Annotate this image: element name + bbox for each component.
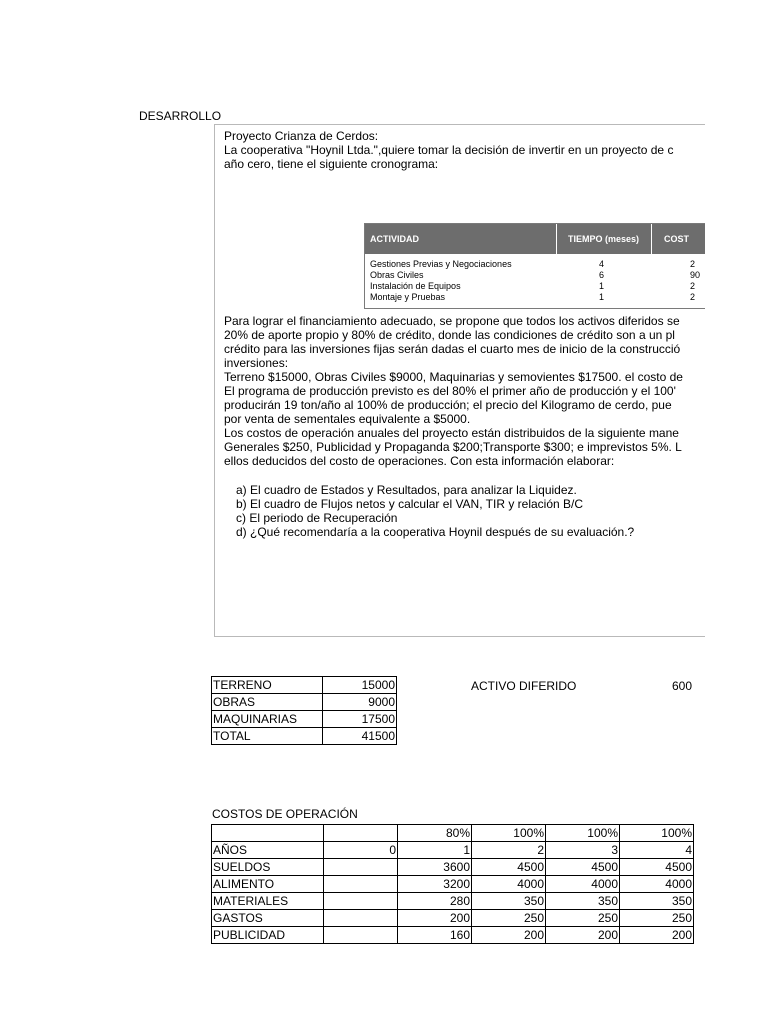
activity-cell: Gestiones Previas y Negociaciones xyxy=(370,259,512,269)
table-cell: 4000 xyxy=(472,876,546,893)
table-cell: 0 xyxy=(324,842,398,859)
header-activity: ACTIVIDAD xyxy=(370,234,419,244)
operation-costs-table xyxy=(211,824,694,944)
schedule-table-header xyxy=(365,224,705,254)
table-cell: 4 xyxy=(620,842,694,859)
table-cell: 80% xyxy=(398,825,472,842)
table-cell: 350 xyxy=(472,893,546,910)
table-cell: 4500 xyxy=(546,859,620,876)
table-cell: 350 xyxy=(620,893,694,910)
table-row xyxy=(212,694,397,711)
table-cell: GASTOS xyxy=(212,910,324,927)
table-cell: 160 xyxy=(398,927,472,944)
table-row xyxy=(212,711,397,728)
asset-label: TOTAL xyxy=(212,728,323,745)
cost-cell: 2 xyxy=(690,292,696,302)
table-row xyxy=(212,677,397,694)
schedule-row xyxy=(365,292,705,303)
table-cell: 2 xyxy=(472,842,546,859)
activity-cell: Instalación de Equipos xyxy=(370,281,461,291)
table-cell: 280 xyxy=(398,893,472,910)
activo-diferido-label: ACTIVO DIFERIDO xyxy=(471,679,577,693)
table-cell xyxy=(324,893,398,910)
table-cell: PUBLICIDAD xyxy=(212,927,324,944)
text-line: inversiones: xyxy=(224,356,289,370)
table-row xyxy=(212,893,694,910)
table-cell: 200 xyxy=(546,927,620,944)
text-line: Proyecto Crianza de Cerdos: xyxy=(224,129,379,143)
table-cell: 200 xyxy=(398,910,472,927)
activity-cell: Montaje y Pruebas xyxy=(370,292,446,302)
table-cell: 250 xyxy=(472,910,546,927)
text-line: año cero, tiene el siguiente cronograma: xyxy=(224,157,439,171)
table-row xyxy=(212,876,694,893)
text-line: crédito para las inversiones fijas serán dadas el cuarto mes de inicio de la construcció xyxy=(224,342,681,356)
table-cell: 4500 xyxy=(620,859,694,876)
table-cell: 3 xyxy=(546,842,620,859)
schedule-row xyxy=(365,259,705,270)
time-cell: 1 xyxy=(599,281,605,291)
activity-cell: Obras Civiles xyxy=(370,270,424,280)
table-cell: 4000 xyxy=(620,876,694,893)
operation-costs-title: COSTOS DE OPERACIÓN xyxy=(212,807,358,821)
text-line: Los costos de operación anuales del proyecto están distribuidos de la siguiente mane xyxy=(224,426,679,440)
table-cell: 4000 xyxy=(546,876,620,893)
asset-value: 41500 xyxy=(323,728,397,745)
asset-label: OBRAS xyxy=(212,694,323,711)
table-cell: 250 xyxy=(546,910,620,927)
table-cell: 100% xyxy=(472,825,546,842)
text-line: Terreno $15000, Obras Civiles $9000, Maquinarias y semovientes $17500. el costo de xyxy=(224,370,683,384)
table-cell: ALIMENTO xyxy=(212,876,324,893)
text-line: El programa de producción previsto es del 80% el primer año de producción y el 100' xyxy=(224,384,676,398)
table-cell: 350 xyxy=(546,893,620,910)
section-heading: DESARROLLO xyxy=(139,109,222,123)
table-cell xyxy=(212,825,324,842)
time-cell: 4 xyxy=(599,259,605,269)
text-line: producirán 19 ton/año al 100% de producción; el precio del Kilogramo de cerdo, pue xyxy=(224,398,672,412)
table-row xyxy=(212,842,694,859)
table-cell xyxy=(324,876,398,893)
table-cell: 3200 xyxy=(398,876,472,893)
text-line: Para lograr el financiamiento adecuado, se propone que todos los activos diferidos se xyxy=(224,314,680,328)
table-cell: 250 xyxy=(620,910,694,927)
table-cell xyxy=(324,927,398,944)
table-row xyxy=(212,825,694,842)
text-line: 20% de aporte propio y 80% de crédito, donde las condiciones de crédito son a un pl xyxy=(224,328,675,342)
table-cell: 1 xyxy=(398,842,472,859)
table-cell: 3600 xyxy=(398,859,472,876)
schedule-row xyxy=(365,281,705,292)
task-item: c) El periodo de Recuperación xyxy=(236,511,398,525)
cost-cell: 2 xyxy=(690,281,696,291)
table-cell: 100% xyxy=(546,825,620,842)
asset-value: 15000 xyxy=(323,677,397,694)
activo-diferido-value: 600 xyxy=(672,679,693,693)
asset-value: 17500 xyxy=(323,711,397,728)
table-row xyxy=(212,927,694,944)
table-cell xyxy=(324,825,398,842)
task-item: d) ¿Qué recomendaría a la cooperativa Hoynil después de su evaluación.? xyxy=(236,525,635,539)
table-row xyxy=(212,910,694,927)
text-line: por venta de sementales equivalente a $5000. xyxy=(224,412,471,426)
assets-table xyxy=(211,676,397,745)
table-cell: 4500 xyxy=(472,859,546,876)
task-item: a) El cuadro de Estados y Resultados, para analizar la Liquidez. xyxy=(236,483,577,497)
asset-label: TERRENO xyxy=(212,677,323,694)
task-item: b) El cuadro de Flujos netos y calcular el VAN, TIR y relación B/C xyxy=(236,497,584,511)
time-cell: 6 xyxy=(599,270,605,280)
table-cell xyxy=(324,859,398,876)
table-row xyxy=(212,859,694,876)
table-cell: MATERIALES xyxy=(212,893,324,910)
text-line: Generales $250, Publicidad y Propaganda $200;Transporte $300; e imprevistos 5%. L xyxy=(224,440,682,454)
table-cell: AÑOS xyxy=(212,842,324,859)
asset-value: 9000 xyxy=(323,694,397,711)
cost-cell: 2 xyxy=(690,259,696,269)
header-time: TIEMPO (meses) xyxy=(568,234,640,244)
time-cell: 1 xyxy=(599,292,605,302)
table-cell xyxy=(324,910,398,927)
table-cell: 100% xyxy=(620,825,694,842)
table-cell: 200 xyxy=(620,927,694,944)
table-row xyxy=(212,728,397,745)
cost-cell: 90 xyxy=(690,270,701,280)
schedule-table xyxy=(364,223,705,309)
table-cell: SUELDOS xyxy=(212,859,324,876)
table-cell: 200 xyxy=(472,927,546,944)
schedule-row xyxy=(365,270,705,281)
header-cost: COST xyxy=(664,234,690,244)
problem-textbox xyxy=(214,124,705,637)
asset-label: MAQUINARIAS xyxy=(212,711,323,728)
text-line: La cooperativa "Hoynil Ltda.",quiere tomar la decisión de invertir en un proyecto de c xyxy=(224,143,674,157)
text-line: ellos deducidos del costo de operaciones. Con esta información elaborar: xyxy=(224,454,615,468)
